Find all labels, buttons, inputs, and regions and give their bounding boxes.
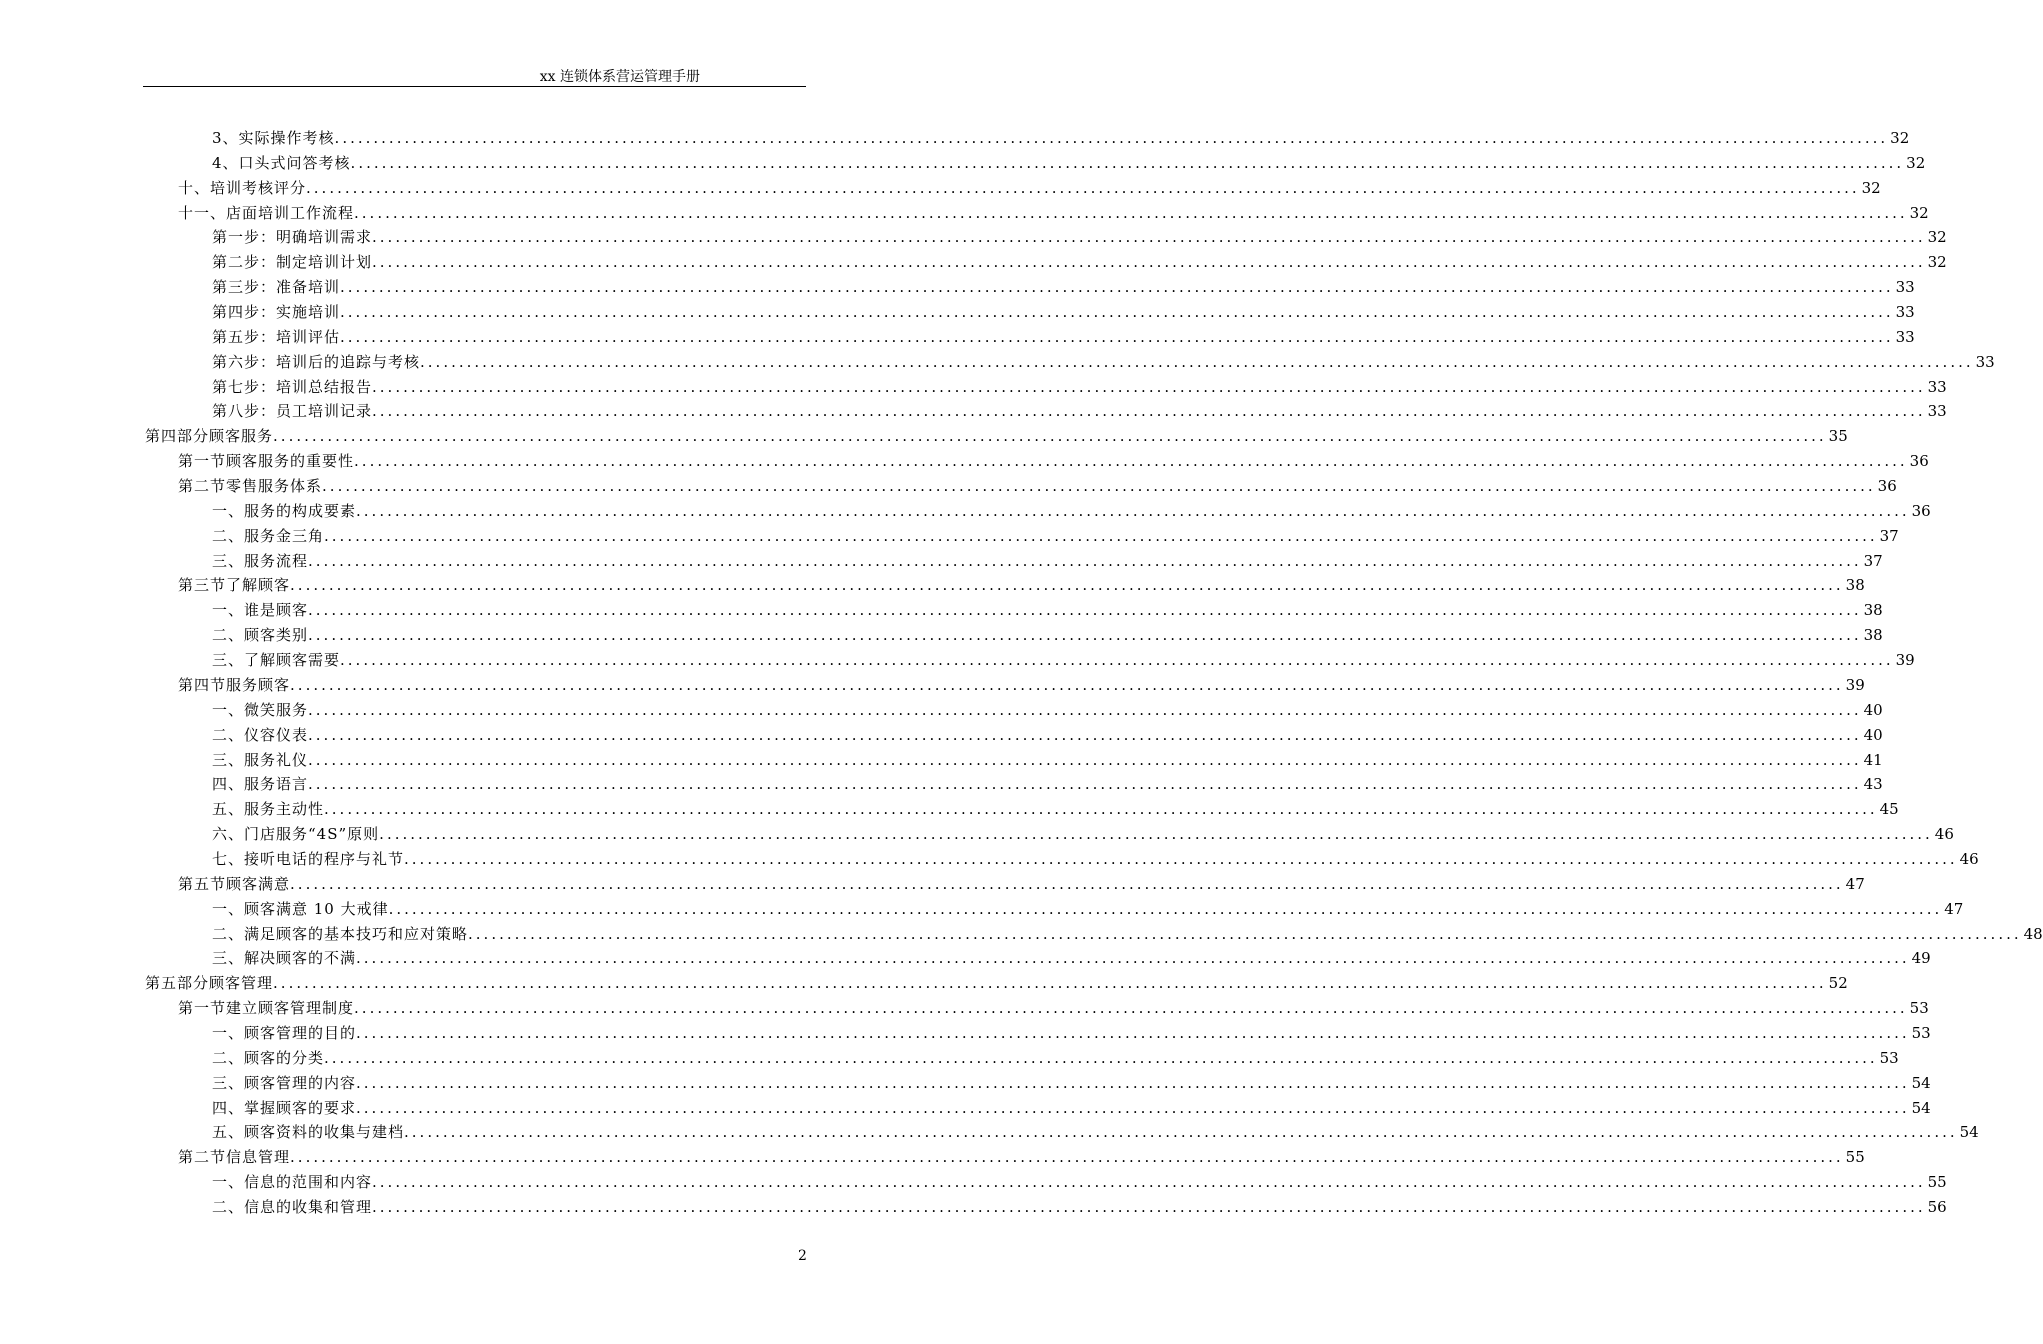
- toc-entry-label: 第二步：制定培训计划: [212, 253, 373, 271]
- toc-entry-page: 32: [1927, 253, 1947, 271]
- toc-leader-dots: ........................................................................................................................................................................................................: [308, 701, 1862, 719]
- toc-entry[interactable]: [178, 673, 1865, 697]
- toc-leader-dots: ........................................................................................................................................................................................................: [308, 726, 1862, 744]
- toc-entry[interactable]: [178, 872, 1865, 896]
- toc-entry-label: 4、口头式问答考核: [212, 154, 351, 172]
- toc-entry-label: 二、顾客的分类: [212, 1049, 325, 1067]
- toc-leader-dots: ........................................................................................................................................................................................................: [324, 800, 1878, 818]
- toc-entry[interactable]: [212, 648, 1915, 672]
- toc-entry[interactable]: [178, 176, 1881, 200]
- toc-entry-page: 38: [1863, 601, 1883, 619]
- toc-entry-page: 33: [1975, 353, 1995, 371]
- toc-leader-dots: ........................................................................................................................................................................................................: [388, 900, 1943, 918]
- toc-entry-label: 3、实际操作考核: [212, 129, 335, 147]
- toc-entry-label: 一、谁是顾客: [212, 601, 309, 619]
- toc-entry-label: 第五部分: [145, 974, 210, 992]
- toc-entry-page: 38: [1863, 626, 1883, 644]
- toc-entry-page: 55: [1927, 1173, 1947, 1191]
- toc-entry-page: 53: [1911, 1024, 1931, 1042]
- toc-entry[interactable]: [145, 424, 1848, 448]
- header-title: xx 连锁体系营运管理手册: [539, 69, 700, 85]
- toc-entry-label: 第一节: [178, 452, 227, 470]
- toc-entry-page: 36: [1877, 477, 1897, 495]
- toc-leader-dots: ........................................................................................................................................................................................................: [468, 925, 2022, 943]
- toc-entry[interactable]: [178, 474, 1897, 498]
- toc-entry-page: 39: [1895, 651, 1915, 669]
- toc-entry-title: 信息管理: [226, 1148, 291, 1166]
- page-number: 2: [798, 1248, 807, 1264]
- toc-entry-label: 三、解决顾客的不满: [212, 949, 357, 967]
- toc-entry-page: 49: [1911, 949, 1931, 967]
- toc-entry-label: 第六步：培训后的追踪与考核: [212, 353, 421, 371]
- toc-entry[interactable]: [212, 1170, 1947, 1194]
- toc-entry-page: 53: [1909, 999, 1929, 1017]
- toc-leader-dots: ........................................................................................................................................................................................................: [340, 651, 1894, 669]
- toc-leader-dots: ........................................................................................................................................................................................................: [308, 552, 1862, 570]
- toc-entry[interactable]: [212, 748, 1883, 772]
- toc-leader-dots: ........................................................................................................................................................................................................: [322, 477, 1876, 495]
- toc-entry-title: 服务顾客: [226, 676, 291, 694]
- toc-entry[interactable]: [212, 797, 1899, 821]
- toc-entry-page: 33: [1895, 303, 1915, 321]
- toc-leader-dots: ........................................................................................................................................................................................................: [290, 1148, 1844, 1166]
- toc-leader-dots: ........................................................................................................................................................................................................: [350, 154, 1905, 172]
- toc-leader-dots: ........................................................................................................................................................................................................: [308, 601, 1862, 619]
- toc-entry-page: 47: [1944, 900, 1964, 918]
- toc-entry[interactable]: [212, 499, 1931, 523]
- toc-entry-page: 36: [1909, 452, 1929, 470]
- toc-entry-label: 一、顾客管理的目的: [212, 1024, 357, 1042]
- toc-entry[interactable]: [212, 325, 1915, 349]
- toc-entry-page: 32: [1909, 204, 1929, 222]
- toc-entry[interactable]: [212, 300, 1915, 324]
- toc-entry-page: 48: [2023, 925, 2043, 943]
- toc-leader-dots: ........................................................................................................................................................................................................: [372, 402, 1926, 420]
- toc-leader-dots: ........................................................................................................................................................................................................: [404, 1123, 1958, 1141]
- toc-leader-dots: ........................................................................................................................................................................................................: [404, 850, 1958, 868]
- toc-entry-page: 32: [1927, 228, 1947, 246]
- toc-entry[interactable]: [212, 375, 1947, 399]
- toc-entry-label: 第二节: [178, 477, 227, 495]
- toc-leader-dots: ........................................................................................................................................................................................................: [372, 378, 1926, 396]
- toc-entry-page: 43: [1863, 775, 1883, 793]
- toc-entry-page: 35: [1828, 427, 1848, 445]
- toc-entry-title: 顾客满意: [226, 875, 291, 893]
- toc-entry-title: 了解顾客: [226, 576, 291, 594]
- toc-entry-label: 三、服务流程: [212, 552, 309, 570]
- toc-entry-page: 40: [1863, 726, 1883, 744]
- toc-leader-dots: ........................................................................................................................................................................................................: [356, 1024, 1910, 1042]
- toc-entry-page: 41: [1863, 751, 1883, 769]
- toc-entry-label: 第三步：准备培训: [212, 278, 341, 296]
- toc-entry-title: 顾客服务: [209, 427, 274, 445]
- toc-entry-page: 54: [1959, 1123, 1979, 1141]
- toc-entry[interactable]: [212, 524, 1899, 548]
- toc-entry-page: 40: [1863, 701, 1883, 719]
- toc-entry-page: 32: [1861, 179, 1881, 197]
- toc-leader-dots: ........................................................................................................................................................................................................: [308, 626, 1862, 644]
- toc-entry-label: 五、顾客资料的收集与建档: [212, 1123, 405, 1141]
- toc-entry-label: 十一、店面培训工作流程: [178, 204, 355, 222]
- toc-entry-page: 37: [1863, 552, 1883, 570]
- toc-leader-dots: ........................................................................................................................................................................................................: [354, 204, 1908, 222]
- toc-entry-label: 第八步：员工培训记录: [212, 402, 373, 420]
- toc-entry[interactable]: [178, 996, 1929, 1020]
- toc-entry[interactable]: [212, 946, 1931, 970]
- toc-entry-label: 四、服务语言: [212, 775, 309, 793]
- toc-leader-dots: ........................................................................................................................................................................................................: [308, 775, 1862, 793]
- toc-entry-page: 37: [1879, 527, 1899, 545]
- toc-entry-label: 三、了解顾客需要: [212, 651, 341, 669]
- toc-leader-dots: ........................................................................................................................................................................................................: [340, 303, 1894, 321]
- toc-entry[interactable]: [212, 847, 1979, 871]
- toc-leader-dots: ........................................................................................................................................................................................................: [372, 228, 1926, 246]
- toc-leader-dots: ........................................................................................................................................................................................................: [290, 875, 1844, 893]
- toc-entry-label: 第四步：实施培训: [212, 303, 341, 321]
- toc-leader-dots: ........................................................................................................................................................................................................: [354, 999, 1908, 1017]
- toc-leader-dots: ........................................................................................................................................................................................................: [290, 576, 1844, 594]
- toc-entry-title: 顾客服务的重要性: [226, 452, 355, 470]
- toc-leader-dots: ........................................................................................................................................................................................................: [356, 1099, 1910, 1117]
- toc-entry[interactable]: [212, 1046, 1899, 1070]
- toc-leader-dots: ........................................................................................................................................................................................................: [372, 253, 1926, 271]
- toc-leader-dots: ........................................................................................................................................................................................................: [306, 179, 1860, 197]
- toc-entry-page: 33: [1927, 378, 1947, 396]
- toc-entry-label: 一、服务的构成要素: [212, 502, 357, 520]
- toc-entry-label: 五、服务主动性: [212, 800, 325, 818]
- toc-entry-label: 二、服务金三角: [212, 527, 325, 545]
- toc-entry-label: 第三节: [178, 576, 227, 594]
- toc-entry-label: 一、微笑服务: [212, 701, 309, 719]
- toc-leader-dots: ........................................................................................................................................................................................................: [420, 353, 1974, 371]
- toc-entry-label: 二、信息的收集和管理: [212, 1198, 373, 1216]
- header-rule: [143, 86, 806, 87]
- toc-entry[interactable]: [178, 573, 1865, 597]
- toc-entry-label: 二、满足顾客的基本技巧和应对策略: [212, 925, 469, 943]
- toc-entry-title: 零售服务体系: [226, 477, 323, 495]
- toc-entry-page: 39: [1845, 676, 1865, 694]
- toc-leader-dots: ........................................................................................................................................................................................................: [372, 1173, 1926, 1191]
- toc-leader-dots: ........................................................................................................................................................................................................: [324, 1049, 1878, 1067]
- toc-entry[interactable]: [212, 1120, 1979, 1144]
- toc-entry-page: 33: [1895, 278, 1915, 296]
- toc-leader-dots: ........................................................................................................................................................................................................: [290, 676, 1844, 694]
- toc-entry[interactable]: [212, 126, 1910, 150]
- toc-entry-label: 三、服务礼仪: [212, 751, 309, 769]
- toc-entry[interactable]: [212, 723, 1883, 747]
- toc-entry[interactable]: [212, 549, 1883, 573]
- toc-entry-label: 二、仪容仪表: [212, 726, 309, 744]
- toc-leader-dots: ........................................................................................................................................................................................................: [340, 328, 1894, 346]
- toc-entry-label: 第四节: [178, 676, 227, 694]
- toc-entry-page: 45: [1879, 800, 1899, 818]
- toc-entry-label: 三、顾客管理的内容: [212, 1074, 357, 1092]
- toc-entry-page: 55: [1845, 1148, 1865, 1166]
- toc-entry[interactable]: [178, 1145, 1865, 1169]
- toc-entry-label: 第一节: [178, 999, 227, 1017]
- toc-entry[interactable]: [212, 623, 1883, 647]
- toc-entry[interactable]: [212, 772, 1883, 796]
- toc-entry-page: 33: [1895, 328, 1915, 346]
- toc-entry-page: 53: [1879, 1049, 1899, 1067]
- toc-entry-page: 38: [1845, 576, 1865, 594]
- toc-leader-dots: ........................................................................................................................................................................................................: [324, 527, 1878, 545]
- toc-leader-dots: ........................................................................................................................................................................................................: [273, 427, 1827, 445]
- toc-entry[interactable]: [212, 822, 1954, 846]
- toc-entry-title: 建立顾客管理制度: [226, 999, 355, 1017]
- toc-entry-label: 二、顾客类别: [212, 626, 309, 644]
- toc-entry-label: 一、信息的范围和内容: [212, 1173, 373, 1191]
- toc-entry-label: 第四部分: [145, 427, 210, 445]
- toc-entry-label: 第五节: [178, 875, 227, 893]
- toc-leader-dots: ........................................................................................................................................................................................................: [379, 825, 1933, 843]
- toc-entry[interactable]: [212, 275, 1915, 299]
- toc-entry-label: 第五步：培训评估: [212, 328, 341, 346]
- toc-entry[interactable]: [212, 225, 1947, 249]
- toc-leader-dots: ........................................................................................................................................................................................................: [372, 1198, 1926, 1216]
- toc-entry-page: 32: [1906, 154, 1926, 172]
- toc-entry-page: 32: [1890, 129, 1910, 147]
- toc-leader-dots: ........................................................................................................................................................................................................: [308, 751, 1862, 769]
- toc-entry[interactable]: [212, 1195, 1947, 1219]
- toc-entry-page: 46: [1959, 850, 1979, 868]
- toc-entry-label: 十、培训考核评分: [178, 179, 307, 197]
- toc-leader-dots: ........................................................................................................................................................................................................: [356, 949, 1910, 967]
- toc-leader-dots: ........................................................................................................................................................................................................: [356, 502, 1910, 520]
- toc-leader-dots: ........................................................................................................................................................................................................: [340, 278, 1894, 296]
- toc-entry[interactable]: [178, 201, 1929, 225]
- toc-entry-label: 一、顾客满意 10 大戒律: [212, 900, 389, 918]
- toc-entry-label: 七、接听电话的程序与礼节: [212, 850, 405, 868]
- toc-entry[interactable]: [145, 971, 1848, 995]
- toc-entry-label: 第七步：培训总结报告: [212, 378, 373, 396]
- toc-leader-dots: ........................................................................................................................................................................................................: [354, 452, 1908, 470]
- toc-entry-page: 33: [1927, 402, 1947, 420]
- toc-entry[interactable]: [212, 1071, 1931, 1095]
- toc-entry-page: 36: [1911, 502, 1931, 520]
- toc-entry[interactable]: [212, 897, 1964, 921]
- toc-entry-title: 顾客管理: [209, 974, 274, 992]
- toc-leader-dots: ........................................................................................................................................................................................................: [334, 129, 1889, 147]
- toc-entry-page: 54: [1911, 1099, 1931, 1117]
- toc-leader-dots: ........................................................................................................................................................................................................: [356, 1074, 1910, 1092]
- toc-entry-page: 54: [1911, 1074, 1931, 1092]
- toc-entry-label: 六、门店服务“4S”原则: [212, 825, 380, 843]
- toc-entry-page: 46: [1934, 825, 1954, 843]
- toc-entry-label: 第二节: [178, 1148, 227, 1166]
- toc-entry-label: 第一步：明确培训需求: [212, 228, 373, 246]
- toc-entry[interactable]: [212, 698, 1883, 722]
- toc-leader-dots: ........................................................................................................................................................................................................: [273, 974, 1827, 992]
- toc-entry-page: 47: [1845, 875, 1865, 893]
- toc-entry-page: 52: [1828, 974, 1848, 992]
- toc-entry[interactable]: [178, 449, 1929, 473]
- toc-entry[interactable]: [212, 1096, 1931, 1120]
- toc-entry[interactable]: [212, 350, 1995, 374]
- toc-entry[interactable]: [212, 399, 1947, 423]
- toc-entry[interactable]: [212, 250, 1947, 274]
- toc-entry[interactable]: [212, 1021, 1931, 1045]
- toc-entry[interactable]: [212, 598, 1883, 622]
- toc-entry[interactable]: [212, 922, 2043, 946]
- toc-entry-label: 四、掌握顾客的要求: [212, 1099, 357, 1117]
- toc-entry[interactable]: [212, 151, 1926, 175]
- toc-entry-page: 56: [1927, 1198, 1947, 1216]
